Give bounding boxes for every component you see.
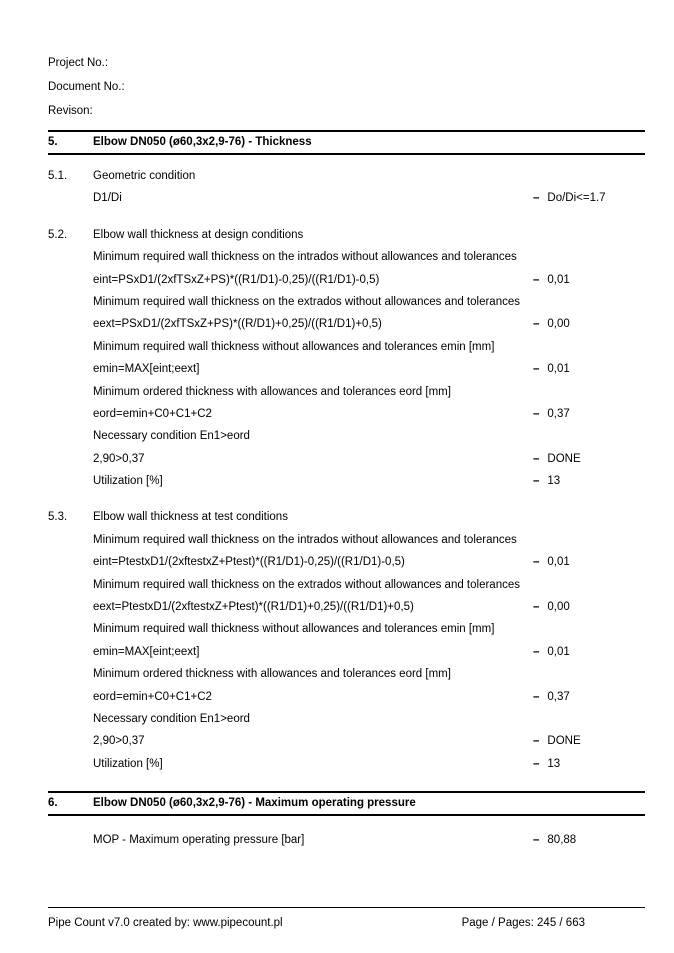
value-separator: –	[533, 757, 540, 770]
label-row	[93, 291, 645, 313]
revision-label: Revison:	[48, 105, 93, 117]
calc-expression: eord=emin+C0+C1+C2	[93, 407, 212, 420]
calc-result	[533, 641, 570, 663]
calc-row	[93, 187, 645, 209]
label-row	[93, 618, 645, 640]
footer-page-counter: Page / Pages: 245 / 663	[461, 917, 585, 929]
footer-app-credit: Pipe Count v7.0 created by: www.pipecount.pl	[48, 917, 283, 929]
subsection-title: Elbow wall thickness at test conditions	[93, 511, 288, 524]
label-row	[93, 336, 645, 358]
calc-result	[533, 551, 570, 573]
calc-value: 0,00	[547, 318, 570, 331]
value-separator: –	[533, 556, 540, 569]
calc-description: Necessary condition En1>eord	[93, 712, 250, 725]
calc-value: 0,37	[547, 407, 570, 420]
calc-expression: emin=MAX[eint;eext]	[93, 363, 200, 376]
calc-row	[93, 753, 645, 775]
calc-expression: eint=PtestxD1/(2xftestxZ+Ptest)*((R1/D1)-0,25)/((R1/D1)-0,5)	[93, 556, 405, 569]
label-row	[93, 246, 645, 268]
subsection-5-3	[48, 506, 645, 775]
calc-result	[533, 187, 606, 209]
label-row	[93, 425, 645, 447]
calc-expression: Utilization [%]	[93, 757, 163, 770]
page-footer	[48, 907, 645, 929]
calc-result	[533, 470, 560, 492]
value-separator: –	[533, 834, 540, 847]
calc-value: 0,00	[547, 601, 570, 614]
label-row	[93, 381, 645, 403]
subsection-number: 5.2.	[48, 228, 68, 241]
calc-result	[533, 829, 576, 851]
value-separator: –	[533, 601, 540, 614]
calc-expression: 2,90>0,37	[93, 452, 145, 465]
calc-value: Do/Di<=1.7	[547, 192, 606, 205]
calc-row	[93, 313, 645, 335]
calc-description: Minimum required wall thickness on the intrados without allowances and tolerances	[93, 251, 517, 264]
label-row	[93, 574, 645, 596]
calc-row	[93, 551, 645, 573]
calc-description: Minimum ordered thickness with allowances and tolerances eord [mm]	[93, 668, 451, 681]
section-6-rows	[93, 829, 645, 851]
section-number: 5.	[48, 136, 58, 148]
section-6-header	[48, 791, 645, 816]
value-separator: –	[533, 690, 540, 703]
subsection-title: Elbow wall thickness at design conditions	[93, 228, 304, 241]
value-separator: –	[533, 645, 540, 658]
calc-result	[533, 730, 581, 752]
value-separator: –	[533, 363, 540, 376]
section-title: Elbow DN050 (ø60,3x2,9-76) - Thickness	[93, 136, 312, 148]
calc-expression: eint=PSxD1/(2xfTSxZ+PS)*((R1/D1)-0,25)/((R1/D1)-0,5)	[93, 273, 380, 286]
calc-expression: D1/Di	[93, 192, 122, 205]
subsection-title-row	[48, 165, 645, 187]
calc-expression: eord=emin+C0+C1+C2	[93, 690, 212, 703]
calc-description: Minimum ordered thickness with allowances and tolerances eord [mm]	[93, 385, 451, 398]
calc-result	[533, 596, 570, 618]
value-separator: –	[533, 407, 540, 420]
calc-expression: emin=MAX[eint;eext]	[93, 645, 200, 658]
subsection-5-2	[48, 224, 645, 493]
label-row	[93, 529, 645, 551]
calc-value: 0,01	[547, 273, 570, 286]
value-separator: –	[533, 475, 540, 488]
value-separator: –	[533, 318, 540, 331]
calc-value: 0,01	[547, 363, 570, 376]
subsection-rows	[93, 529, 645, 775]
calc-value: 0,37	[547, 690, 570, 703]
calc-row	[93, 448, 645, 470]
calc-value: 80,88	[547, 834, 577, 847]
calc-expression: eext=PSxD1/(2xfTSxZ+PS)*((R/D1)+0,25)/((R1/D1)+0,5)	[93, 318, 382, 331]
calc-expression: Utilization [%]	[93, 475, 163, 488]
calc-description: Minimum required wall thickness on the extrados without allowances and tolerances	[93, 295, 520, 308]
calc-value: 13	[547, 475, 561, 488]
calc-result	[533, 686, 570, 708]
calc-row	[93, 730, 645, 752]
calc-expression: MOP - Maximum operating pressure [bar]	[93, 834, 305, 847]
subsection-title: Geometric condition	[93, 170, 196, 182]
calc-expression: 2,90>0,37	[93, 735, 145, 748]
calc-row	[93, 470, 645, 492]
calc-row	[93, 596, 645, 618]
subsection-5-1	[48, 165, 645, 210]
project-no-label: Project No.:	[48, 57, 109, 69]
calc-result	[533, 403, 570, 425]
calc-expression: eext=PtestxD1/(2xftestxZ+Ptest)*((R1/D1)+0,25)/((R1/D1)+0,5)	[93, 601, 414, 614]
label-row	[93, 708, 645, 730]
value-separator: –	[533, 273, 540, 286]
subsection-number: 5.1.	[48, 170, 68, 182]
value-separator: –	[533, 192, 540, 205]
calc-description: Minimum required wall thickness on the intrados without allowances and tolerances	[93, 533, 517, 546]
calc-row	[93, 403, 645, 425]
calc-result	[533, 313, 570, 335]
section-title: Elbow DN050 (ø60,3x2,9-76) - Maximum operating pressure	[93, 797, 416, 810]
subsection-title-row	[48, 224, 645, 246]
subsection-rows	[93, 187, 645, 209]
calc-row	[93, 269, 645, 291]
section-5-header	[48, 130, 645, 155]
calc-row	[93, 686, 645, 708]
calc-result	[533, 358, 570, 380]
value-separator: –	[533, 735, 540, 748]
calc-description: Minimum required wall thickness without allowances and tolerances emin [mm]	[93, 623, 495, 636]
calc-value: 0,01	[547, 556, 570, 569]
section-number: 6.	[48, 797, 58, 810]
calc-row	[93, 641, 645, 663]
calc-description: Minimum required wall thickness without allowances and tolerances emin [mm]	[93, 340, 495, 353]
document-no-label: Document No.:	[48, 81, 125, 93]
calc-row	[93, 829, 645, 851]
calc-value: 13	[547, 757, 561, 770]
calc-description: Minimum required wall thickness on the extrados without allowances and tolerances	[93, 578, 520, 591]
calc-value: 0,01	[547, 645, 570, 658]
calc-result	[533, 448, 581, 470]
label-row	[93, 663, 645, 685]
calc-value: DONE	[547, 452, 581, 465]
subsection-number: 5.3.	[48, 511, 68, 524]
subsection-title-row	[48, 506, 645, 528]
calc-result	[533, 753, 560, 775]
calc-value: DONE	[547, 735, 581, 748]
calc-description: Necessary condition En1>eord	[93, 430, 250, 443]
subsection-rows	[93, 246, 645, 492]
calc-row	[93, 358, 645, 380]
calc-result	[533, 269, 570, 291]
value-separator: –	[533, 452, 540, 465]
